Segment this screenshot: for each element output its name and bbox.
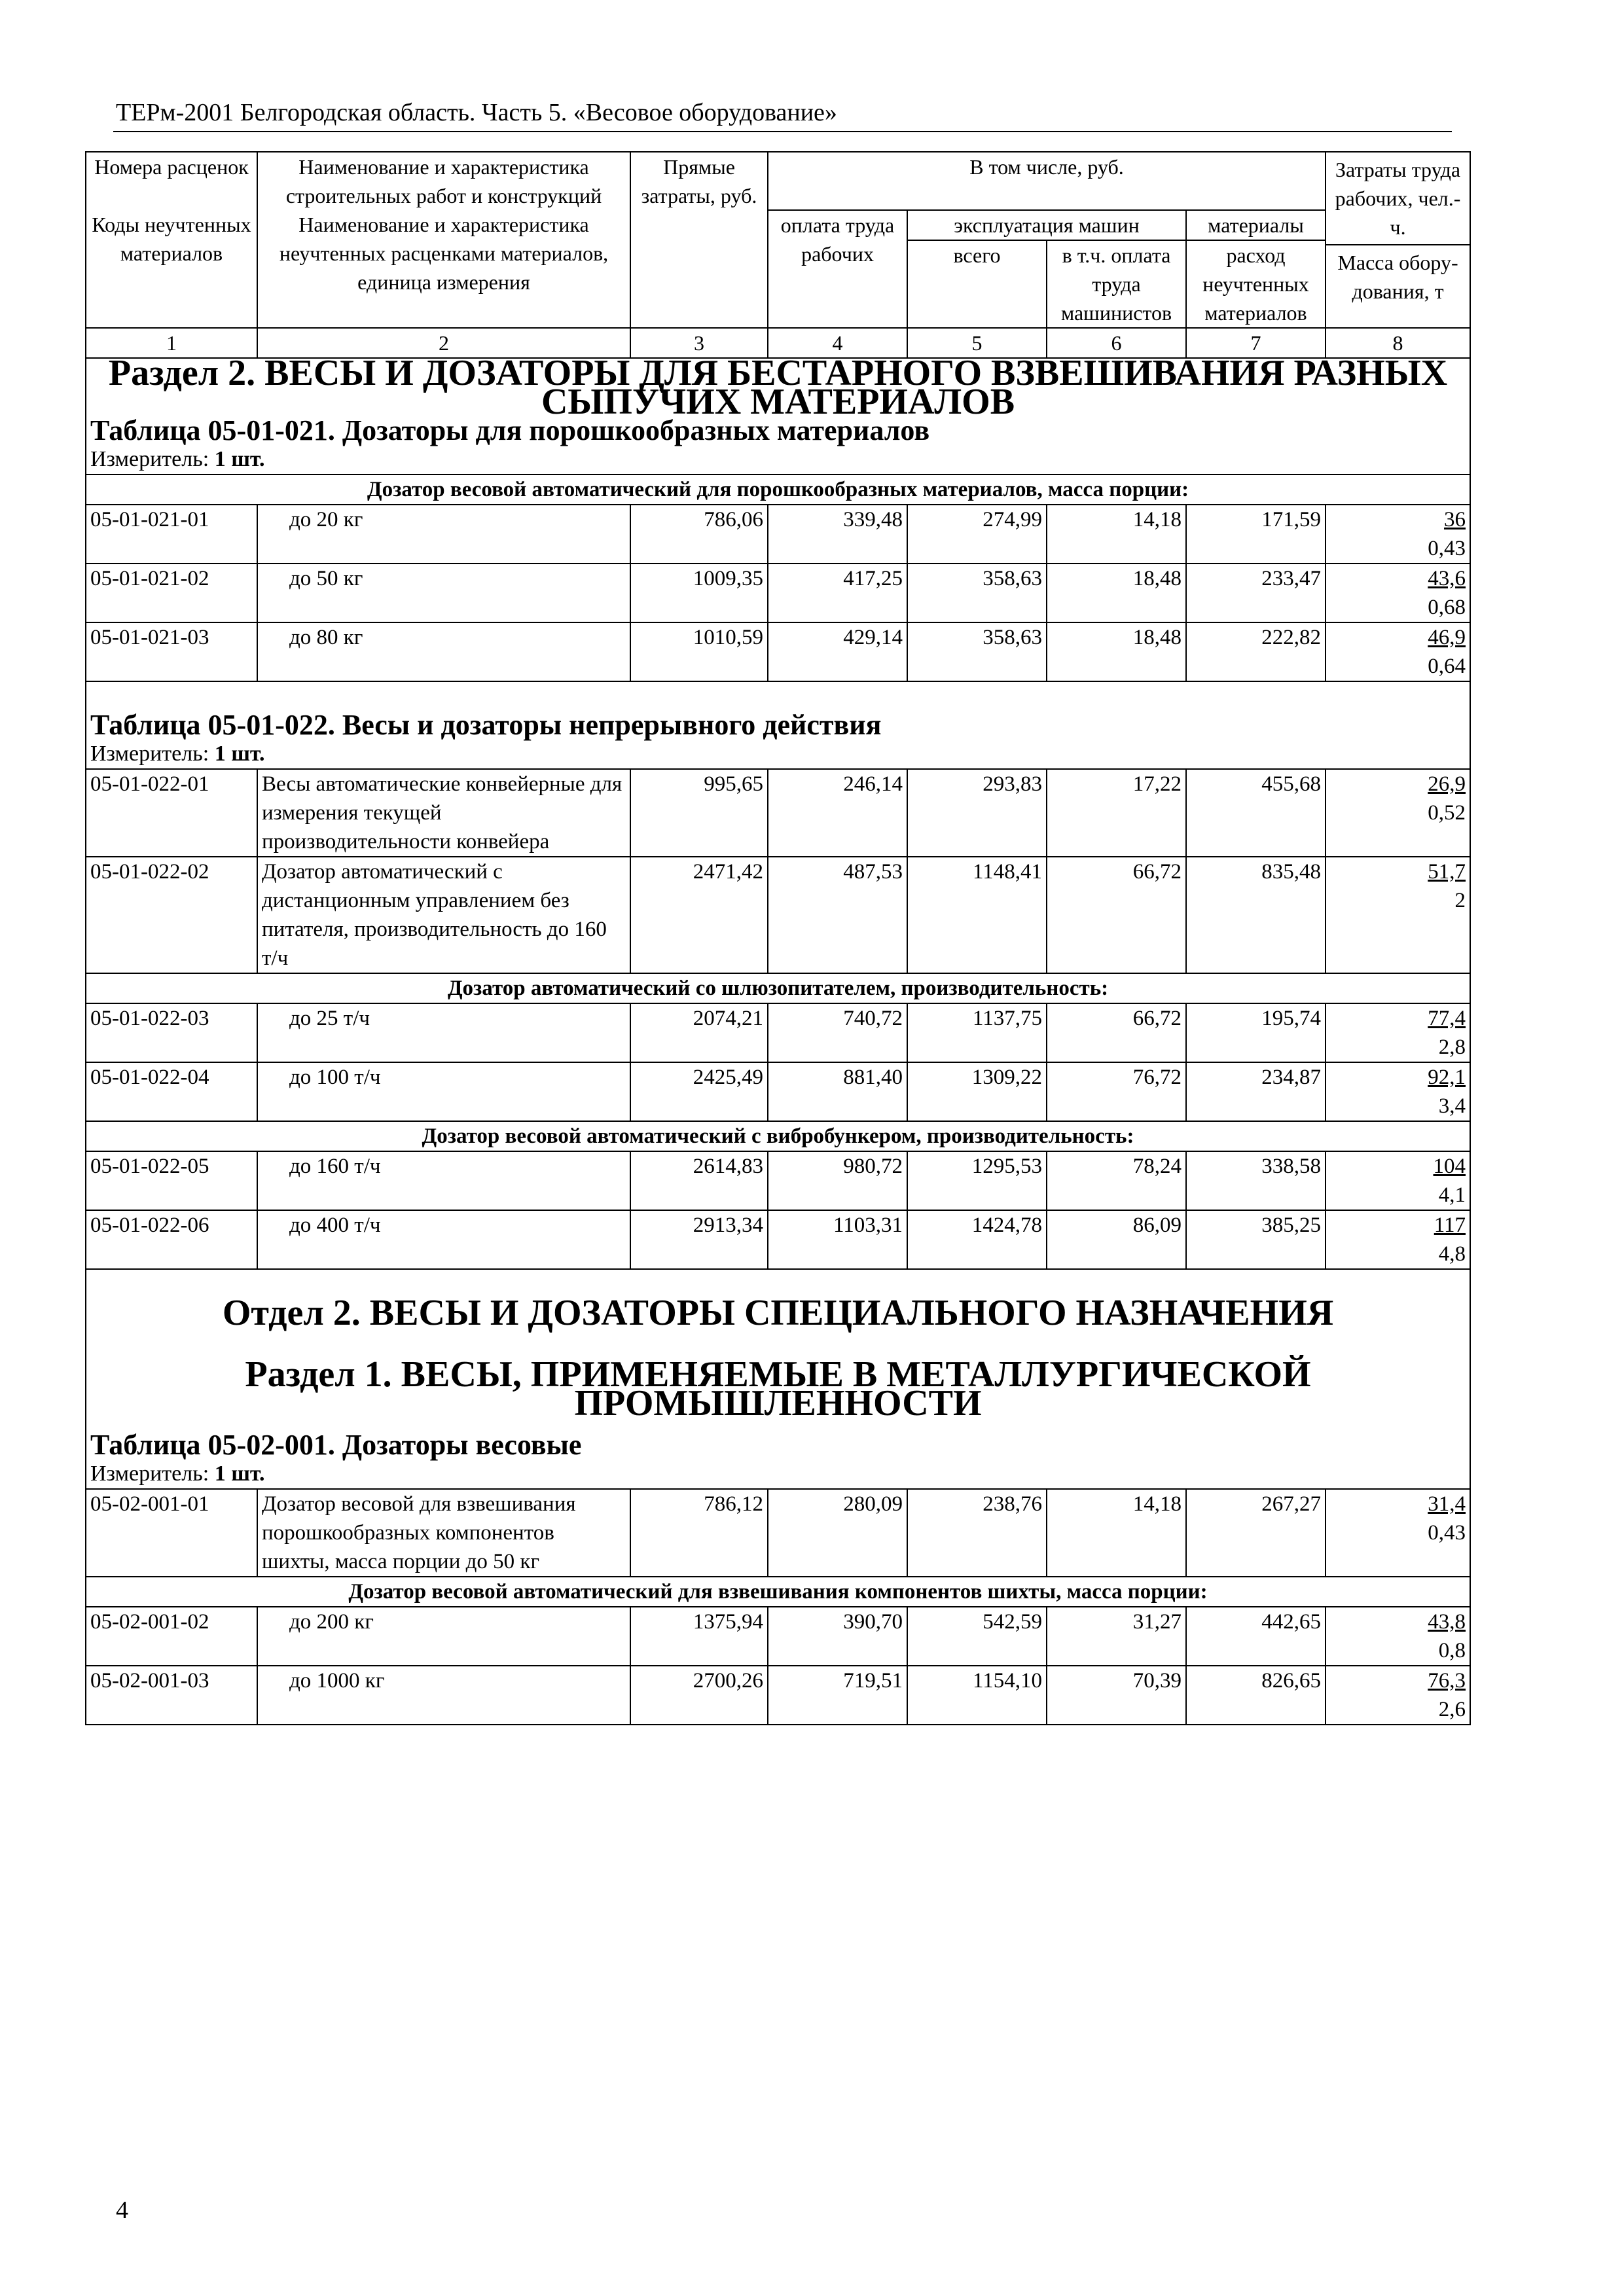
direct-costs-value: 1375,94 <box>630 1607 768 1666</box>
materials-value: 338,58 <box>1186 1151 1326 1210</box>
machine-total-value: 1309,22 <box>907 1062 1047 1121</box>
col-number: 8 <box>1326 328 1470 358</box>
table-subheading: Дозатор автоматический со шлюзопитателем, производительность: <box>86 973 1470 1003</box>
machine-total-value: 293,83 <box>907 769 1047 857</box>
mass-value: 0,64 <box>1428 655 1466 678</box>
section-title: Раздел 2. ВЕСЫ И ДОЗАТОРЫ ДЛЯ БЕСТАРНОГО ВЗВЕШИВАНИЯ РАЗНЫХ СЫПУЧИХ МАТЕРИАЛОВ <box>86 358 1470 416</box>
table-row <box>86 1489 1470 1577</box>
rate-code: 05-01-022-02 <box>86 857 257 973</box>
labor-mass-cell <box>1326 1489 1470 1577</box>
rate-code: 05-02-001-01 <box>86 1489 257 1577</box>
workers-pay-value: 740,72 <box>768 1003 907 1062</box>
mass-value: 4,1 <box>1438 1183 1466 1207</box>
col-header-operators-pay: в т.ч. оплата труда машинистов <box>1047 240 1186 328</box>
table-row <box>86 1210 1470 1269</box>
labor-mass-cell <box>1326 1210 1470 1269</box>
mass-value: 2 <box>1454 889 1466 912</box>
materials-value: 455,68 <box>1186 769 1326 857</box>
direct-costs-value: 995,65 <box>630 769 768 857</box>
machine-total-value: 1424,78 <box>907 1210 1047 1269</box>
workers-pay-value: 881,40 <box>768 1062 907 1121</box>
col-header-labor-mass <box>1326 152 1470 328</box>
materials-value: 195,74 <box>1186 1003 1326 1062</box>
labor-mass-cell <box>1326 1607 1470 1666</box>
materials-value: 267,27 <box>1186 1489 1326 1577</box>
header-rule <box>113 131 1452 132</box>
col-header-including: В том числе, руб. <box>768 152 1326 210</box>
operators-pay-value: 70,39 <box>1047 1666 1186 1725</box>
materials-value: 222,82 <box>1186 622 1326 681</box>
labor-value: 31,4 <box>1428 1492 1466 1516</box>
operators-pay-value: 78,24 <box>1047 1151 1186 1210</box>
col-header-work-name: Наименование и характеристика строительных работ и конструкций <box>257 152 630 210</box>
machine-total-value: 1295,53 <box>907 1151 1047 1210</box>
operators-pay-value: 31,27 <box>1047 1607 1186 1666</box>
operators-pay-value: 14,18 <box>1047 505 1186 564</box>
table-row <box>86 1003 1470 1062</box>
rate-code: 05-01-022-05 <box>86 1151 257 1210</box>
page-number: 4 <box>116 2197 128 2224</box>
col-number: 7 <box>1186 328 1326 358</box>
operators-pay-value: 18,48 <box>1047 564 1186 622</box>
machine-total-value: 358,63 <box>907 622 1047 681</box>
workers-pay-value: 280,09 <box>768 1489 907 1577</box>
col-header-material-codes: Коды неучтенных материалов <box>86 210 257 328</box>
labor-value: 51,7 <box>1428 860 1466 884</box>
workers-pay-value: 1103,31 <box>768 1210 907 1269</box>
table-meter <box>86 1460 1470 1489</box>
rates-table <box>85 151 1471 1725</box>
rate-description: Дозатор автоматический с дистанционным управлением без питателя, производительность до 160 т/ч <box>257 857 630 973</box>
table-row <box>86 1607 1470 1666</box>
labor-mass-cell <box>1326 1666 1470 1725</box>
table-row <box>86 769 1470 857</box>
materials-value: 835,48 <box>1186 857 1326 973</box>
mass-value: 2,8 <box>1438 1035 1466 1059</box>
labor-mass-cell <box>1326 1151 1470 1210</box>
meter-value: 1 шт. <box>214 1462 265 1486</box>
rate-code: 05-01-022-01 <box>86 769 257 857</box>
col-number: 6 <box>1047 328 1186 358</box>
workers-pay-value: 246,14 <box>768 769 907 857</box>
col-number: 5 <box>907 328 1047 358</box>
labor-mass-cell <box>1326 564 1470 622</box>
col-number: 3 <box>630 328 768 358</box>
table-meter <box>86 445 1470 475</box>
machine-total-value: 358,63 <box>907 564 1047 622</box>
workers-pay-value: 719,51 <box>768 1666 907 1725</box>
direct-costs-value: 786,06 <box>630 505 768 564</box>
rate-description: до 160 т/ч <box>257 1151 630 1210</box>
col-header-material-name: Наименование и характеристика неучтенных расценками материалов, единица измерения <box>257 210 630 328</box>
rate-code: 05-01-022-06 <box>86 1210 257 1269</box>
rate-description: до 25 т/ч <box>257 1003 630 1062</box>
rate-code: 05-01-022-03 <box>86 1003 257 1062</box>
page-header-title: ТЕРм-2001 Белгородская область. Часть 5. «Весовое оборудование» <box>116 99 837 126</box>
workers-pay-value: 429,14 <box>768 622 907 681</box>
labor-value: 43,8 <box>1428 1610 1466 1634</box>
meter-value: 1 шт. <box>214 447 265 471</box>
direct-costs-value: 2471,42 <box>630 857 768 973</box>
materials-value: 442,65 <box>1186 1607 1326 1666</box>
col-number: 4 <box>768 328 907 358</box>
col-header-machine-operation: эксплуатация машин <box>907 210 1186 240</box>
col-number: 1 <box>86 328 257 358</box>
mass-value: 0,43 <box>1428 1521 1466 1545</box>
mass-value: 0,68 <box>1428 596 1466 619</box>
labor-value: 43,6 <box>1428 567 1466 590</box>
rate-code: 05-02-001-03 <box>86 1666 257 1725</box>
mass-value: 3,4 <box>1438 1094 1466 1118</box>
table-meter <box>86 740 1470 769</box>
table-title: Таблица 05-01-022. Весы и дозаторы непрерывного действия <box>86 681 1470 740</box>
rate-description: до 50 кг <box>257 564 630 622</box>
rate-code: 05-02-001-02 <box>86 1607 257 1666</box>
table-row <box>86 857 1470 973</box>
operators-pay-value: 18,48 <box>1047 622 1186 681</box>
meter-label: Измеритель: <box>90 447 209 471</box>
table-subheading: Дозатор весовой автоматический для взвешивания компонентов шихты, масса порции: <box>86 1577 1470 1607</box>
machine-total-value: 1154,10 <box>907 1666 1047 1725</box>
materials-value: 826,65 <box>1186 1666 1326 1725</box>
mass-value: 4,8 <box>1438 1242 1466 1266</box>
machine-total-value: 542,59 <box>907 1607 1047 1666</box>
meter-label: Измеритель: <box>90 1462 209 1486</box>
rate-code: 05-01-021-03 <box>86 622 257 681</box>
mass-value: 0,43 <box>1428 537 1466 560</box>
col-header-materials: материалы <box>1186 210 1326 240</box>
table-subheading: Дозатор весовой автоматический с вибробункером, производительность: <box>86 1121 1470 1151</box>
workers-pay-value: 390,70 <box>768 1607 907 1666</box>
mass-value: 0,52 <box>1428 801 1466 825</box>
operators-pay-value: 66,72 <box>1047 857 1186 973</box>
mass-value: 0,8 <box>1438 1639 1466 1662</box>
labor-value: 92,1 <box>1428 1066 1466 1089</box>
table-subheading: Дозатор весовой автоматический для порошкообразных материалов, масса порции: <box>86 475 1470 505</box>
table-row <box>86 1666 1470 1725</box>
machine-total-value: 1137,75 <box>907 1003 1047 1062</box>
workers-pay-value: 339,48 <box>768 505 907 564</box>
machine-total-value: 1148,41 <box>907 857 1047 973</box>
rate-description: до 80 кг <box>257 622 630 681</box>
section-title: Раздел 1. ВЕСЫ, ПРИМЕНЯЕМЫЕ В МЕТАЛЛУРГИЧЕСКОЙ ПРОМЫШЛЕННОСТИ <box>86 1334 1470 1431</box>
col-number: 2 <box>257 328 630 358</box>
labor-mass-cell <box>1326 505 1470 564</box>
direct-costs-value: 2425,49 <box>630 1062 768 1121</box>
machine-total-value: 274,99 <box>907 505 1047 564</box>
col-header-unaccounted-materials: расход неучтенных материалов <box>1186 240 1326 328</box>
col-header-direct-costs: Прямые затраты, руб. <box>630 152 768 328</box>
rate-description: Дозатор весовой для взвешивания порошкообразных компонентов шихты, масса порции до 50 кг <box>257 1489 630 1577</box>
labor-mass-cell <box>1326 769 1470 857</box>
direct-costs-value: 2614,83 <box>630 1151 768 1210</box>
labor-mass-cell <box>1326 1003 1470 1062</box>
table-row <box>86 505 1470 564</box>
operators-pay-value: 86,09 <box>1047 1210 1186 1269</box>
table-row <box>86 1151 1470 1210</box>
direct-costs-value: 2074,21 <box>630 1003 768 1062</box>
col-header-total: всего <box>907 240 1047 328</box>
rate-description: до 200 кг <box>257 1607 630 1666</box>
rate-code: 05-01-022-04 <box>86 1062 257 1121</box>
materials-value: 171,59 <box>1186 505 1326 564</box>
labor-mass-cell <box>1326 622 1470 681</box>
rate-description: до 100 т/ч <box>257 1062 630 1121</box>
col-header-labor: Затраты труда рабочих, чел.-ч. <box>1326 152 1470 245</box>
direct-costs-value: 2700,26 <box>630 1666 768 1725</box>
department-title: Отдел 2. ВЕСЫ И ДОЗАТОРЫ СПЕЦИАЛЬНОГО НАЗНАЧЕНИЯ <box>86 1269 1470 1334</box>
materials-value: 234,87 <box>1186 1062 1326 1121</box>
workers-pay-value: 487,53 <box>768 857 907 973</box>
labor-value: 104 <box>1433 1155 1466 1178</box>
rate-code: 05-01-021-02 <box>86 564 257 622</box>
meter-label: Измеритель: <box>90 742 209 766</box>
col-header-workers-pay: оплата труда рабочих <box>768 210 907 328</box>
rate-description: до 20 кг <box>257 505 630 564</box>
direct-costs-value: 786,12 <box>630 1489 768 1577</box>
materials-value: 233,47 <box>1186 564 1326 622</box>
machine-total-value: 238,76 <box>907 1489 1047 1577</box>
labor-mass-cell <box>1326 1062 1470 1121</box>
rate-description: до 400 т/ч <box>257 1210 630 1269</box>
labor-value: 46,9 <box>1428 626 1466 649</box>
table-row <box>86 1062 1470 1121</box>
meter-value: 1 шт. <box>214 742 265 766</box>
table-row <box>86 564 1470 622</box>
mass-value: 2,6 <box>1438 1698 1466 1721</box>
operators-pay-value: 17,22 <box>1047 769 1186 857</box>
direct-costs-value: 1009,35 <box>630 564 768 622</box>
direct-costs-value: 2913,34 <box>630 1210 768 1269</box>
rate-description: до 1000 кг <box>257 1666 630 1725</box>
operators-pay-value: 76,72 <box>1047 1062 1186 1121</box>
rate-description: Весы автоматические конвейерные для измерения текущей производительности конвейера <box>257 769 630 857</box>
table-row <box>86 622 1470 681</box>
workers-pay-value: 980,72 <box>768 1151 907 1210</box>
labor-value: 117 <box>1434 1213 1466 1237</box>
labor-value: 26,9 <box>1428 772 1466 796</box>
labor-value: 76,3 <box>1428 1669 1466 1693</box>
direct-costs-value: 1010,59 <box>630 622 768 681</box>
operators-pay-value: 66,72 <box>1047 1003 1186 1062</box>
labor-value: 77,4 <box>1428 1007 1466 1030</box>
table-title: Таблица 05-02-001. Дозаторы весовые <box>86 1431 1470 1460</box>
labor-value: 36 <box>1444 508 1466 531</box>
col-header-rate-numbers: Номера расценок <box>86 152 257 210</box>
labor-mass-cell <box>1326 857 1470 973</box>
operators-pay-value: 14,18 <box>1047 1489 1186 1577</box>
col-header-equipment-mass: Масса обору-дования, т <box>1337 251 1458 303</box>
rate-code: 05-01-021-01 <box>86 505 257 564</box>
table-title: Таблица 05-01-021. Дозаторы для порошкообразных материалов <box>86 416 1470 445</box>
workers-pay-value: 417,25 <box>768 564 907 622</box>
materials-value: 385,25 <box>1186 1210 1326 1269</box>
